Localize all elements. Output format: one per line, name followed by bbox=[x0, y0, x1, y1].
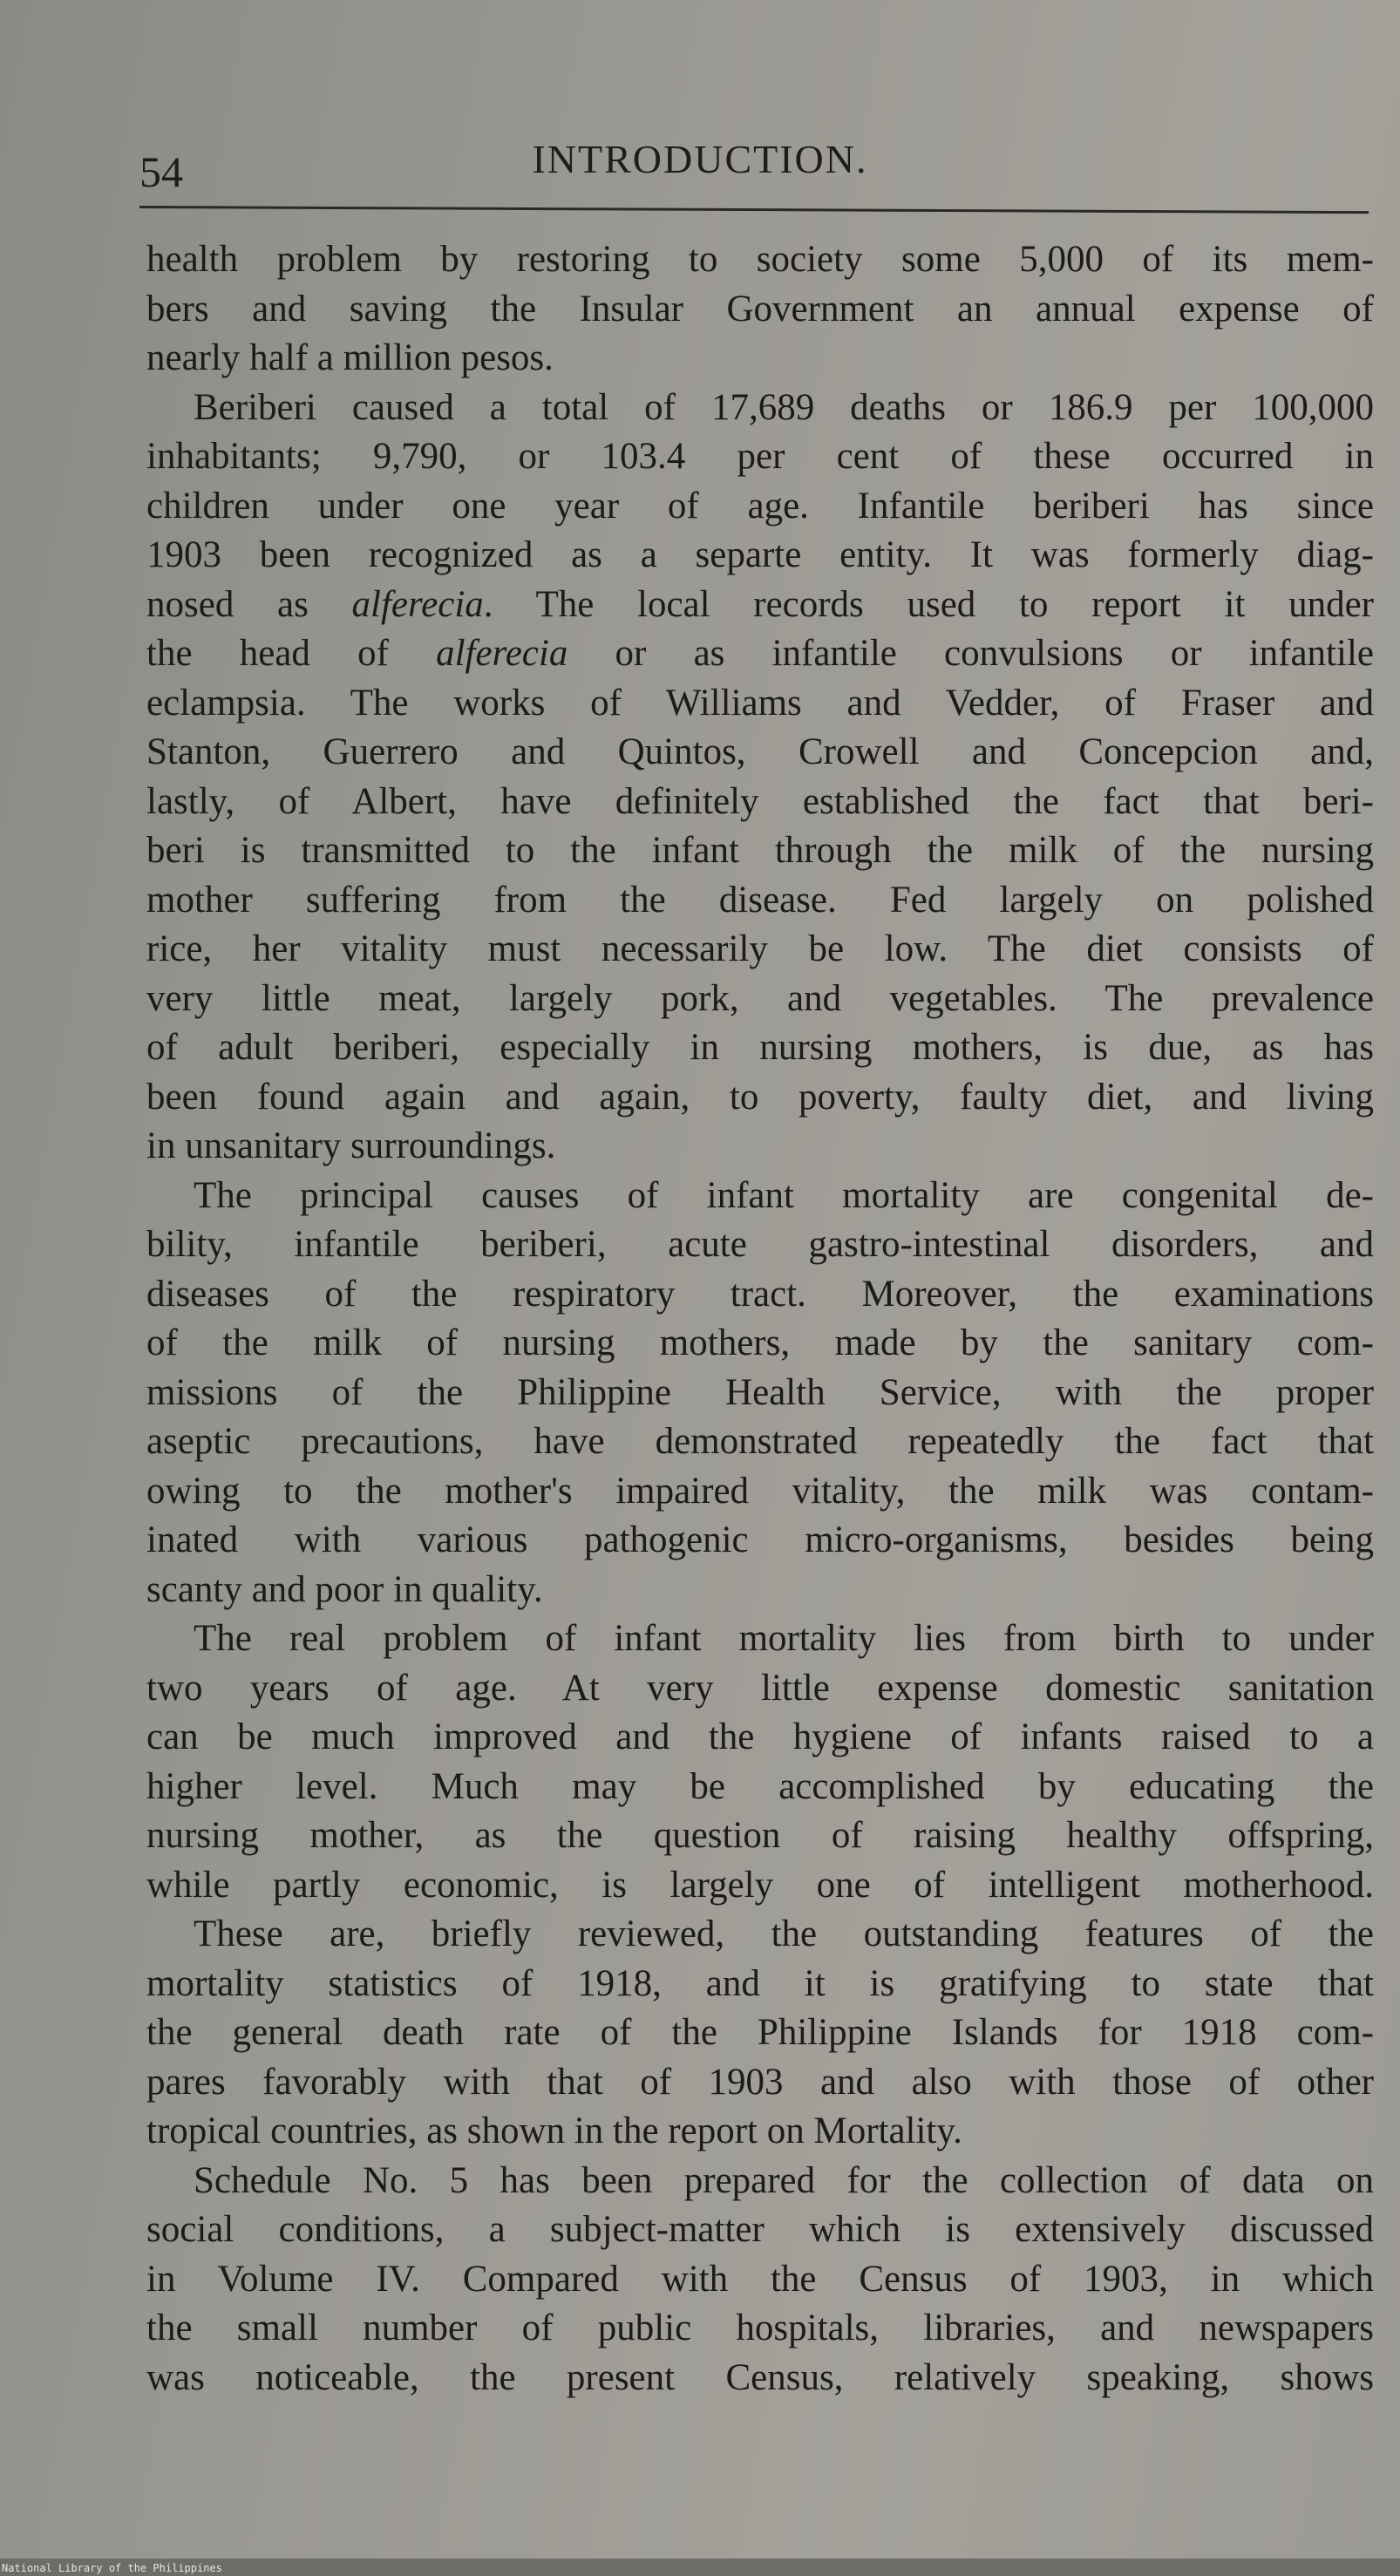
text-line: nearly half a million pesos. bbox=[146, 337, 554, 378]
text-line: was noticeable, the present Census, relatively speaking, shows bbox=[146, 2356, 1374, 2398]
text-line: bers and saving the Insular Government an annual expense of bbox=[146, 288, 1374, 330]
text-line: The real problem of infant mortality lies from birth to under bbox=[194, 1618, 1374, 1659]
text-line: scanty and poor in quality. bbox=[146, 1568, 543, 1610]
text-line: mother suffering from the disease. Fed largely on polished bbox=[146, 879, 1374, 921]
text-line: very little meat, largely pork, and vegetables. The prevalence bbox=[146, 977, 1374, 1019]
header-rule bbox=[139, 206, 1369, 214]
text-line: owing to the mother's impaired vitality, the milk was contam- bbox=[146, 1470, 1374, 1512]
text-line: inated with various pathogenic micro-organisms, besides being bbox=[146, 1519, 1374, 1560]
running-head: INTRODUCTION. bbox=[532, 137, 868, 181]
text-line: the small number of public hospitals, libraries, and newspapers bbox=[146, 2308, 1374, 2348]
text-line: while partly economic, is largely one of intelligent motherhood. bbox=[146, 1864, 1374, 1906]
text-line: the head of alferecia or as infantile convulsions or infantile bbox=[146, 633, 1374, 674]
paragraph bbox=[146, 235, 1374, 384]
text-line: 1903 been recognized as a separte entity. It was formerly diag- bbox=[146, 534, 1374, 575]
text-line: beri is transmitted to the infant through the milk of the nursing bbox=[146, 830, 1374, 871]
text-line: These are, briefly reviewed, the outstanding features of the bbox=[194, 1913, 1374, 1954]
text-line: inhabitants; 9,790, or 103.4 per cent of these occurred in bbox=[146, 436, 1374, 477]
paragraph bbox=[146, 1614, 1374, 1910]
scan-credit: National Library of the Philippines bbox=[2, 2562, 222, 2574]
text-line: diseases of the respiratory tract. Moreover, the examinations bbox=[146, 1273, 1374, 1315]
text-line: social conditions, a subject-matter which is extensively discussed bbox=[146, 2209, 1374, 2250]
text-line: aseptic precautions, have demonstrated repeatedly the fact that bbox=[146, 1421, 1374, 1462]
text-line: missions of the Philippine Health Service, with the proper bbox=[146, 1371, 1374, 1413]
text-line: mortality statistics of 1918, and it is gratifying to state that bbox=[146, 1962, 1374, 2004]
italic-term: alferecia bbox=[351, 583, 484, 625]
body-text bbox=[146, 235, 1374, 2403]
text-line: eclampsia. The works of Williams and Vedder, of Fraser and bbox=[146, 682, 1374, 724]
text-line: Schedule No. 5 has been prepared for the collection of data on bbox=[194, 2159, 1374, 2201]
text-line: rice, her vitality must necessarily be low. The diet consists of bbox=[146, 928, 1374, 969]
paragraph bbox=[146, 2157, 1374, 2403]
text-line: can be much improved and the hygiene of infants raised to a bbox=[146, 1716, 1374, 1757]
paragraph bbox=[146, 384, 1374, 1172]
page-number: 54 bbox=[139, 147, 183, 196]
text-line: children under one year of age. Infantile beriberi has since bbox=[146, 485, 1374, 527]
text-line: nursing mother, as the question of raising healthy offspring, bbox=[146, 1815, 1374, 1856]
text-line: tropical countries, as shown in the report on Mortality. bbox=[146, 2110, 962, 2151]
paragraph bbox=[146, 1172, 1374, 1615]
italic-term: alferecia bbox=[436, 633, 568, 674]
text-line: in Volume IV. Compared with the Census of 1903, in which bbox=[146, 2258, 1374, 2300]
text-line: of adult beriberi, especially in nursing mothers, is due, as has bbox=[146, 1027, 1374, 1068]
text-line: Beriberi caused a total of 17,689 deaths or 186.9 per 100,000 bbox=[194, 386, 1374, 428]
text-line: been found again and again, to poverty, faulty diet, and living bbox=[146, 1076, 1374, 1118]
text-line: lastly, of Albert, have definitely established the fact that beri- bbox=[146, 780, 1374, 822]
text-line: higher level. Much may be accomplished by educating the bbox=[146, 1765, 1374, 1807]
text-line: bility, infantile beriberi, acute gastro-intestinal disorders, and bbox=[146, 1224, 1374, 1265]
text-line: health problem by restoring to society some 5,000 of its mem- bbox=[146, 239, 1374, 280]
text-line: pares favorably with that of 1903 and also with those of other bbox=[146, 2061, 1374, 2103]
text-line: of the milk of nursing mothers, made by the sanitary com- bbox=[146, 1322, 1374, 1363]
text-line: the general death rate of the Philippine Islands for 1918 com- bbox=[146, 2012, 1374, 2053]
text-line: nosed as alferecia. The local records used to report it under bbox=[146, 583, 1374, 625]
text-line: in unsanitary surroundings. bbox=[146, 1125, 556, 1166]
text-line: Stanton, Guerrero and Quintos, Crowell and Concepcion and, bbox=[146, 731, 1374, 772]
text-line: The principal causes of infant mortality are congenital de- bbox=[194, 1174, 1374, 1216]
text-line: two years of age. At very little expense domestic sanitation bbox=[146, 1667, 1374, 1709]
paragraph bbox=[146, 1910, 1374, 2157]
